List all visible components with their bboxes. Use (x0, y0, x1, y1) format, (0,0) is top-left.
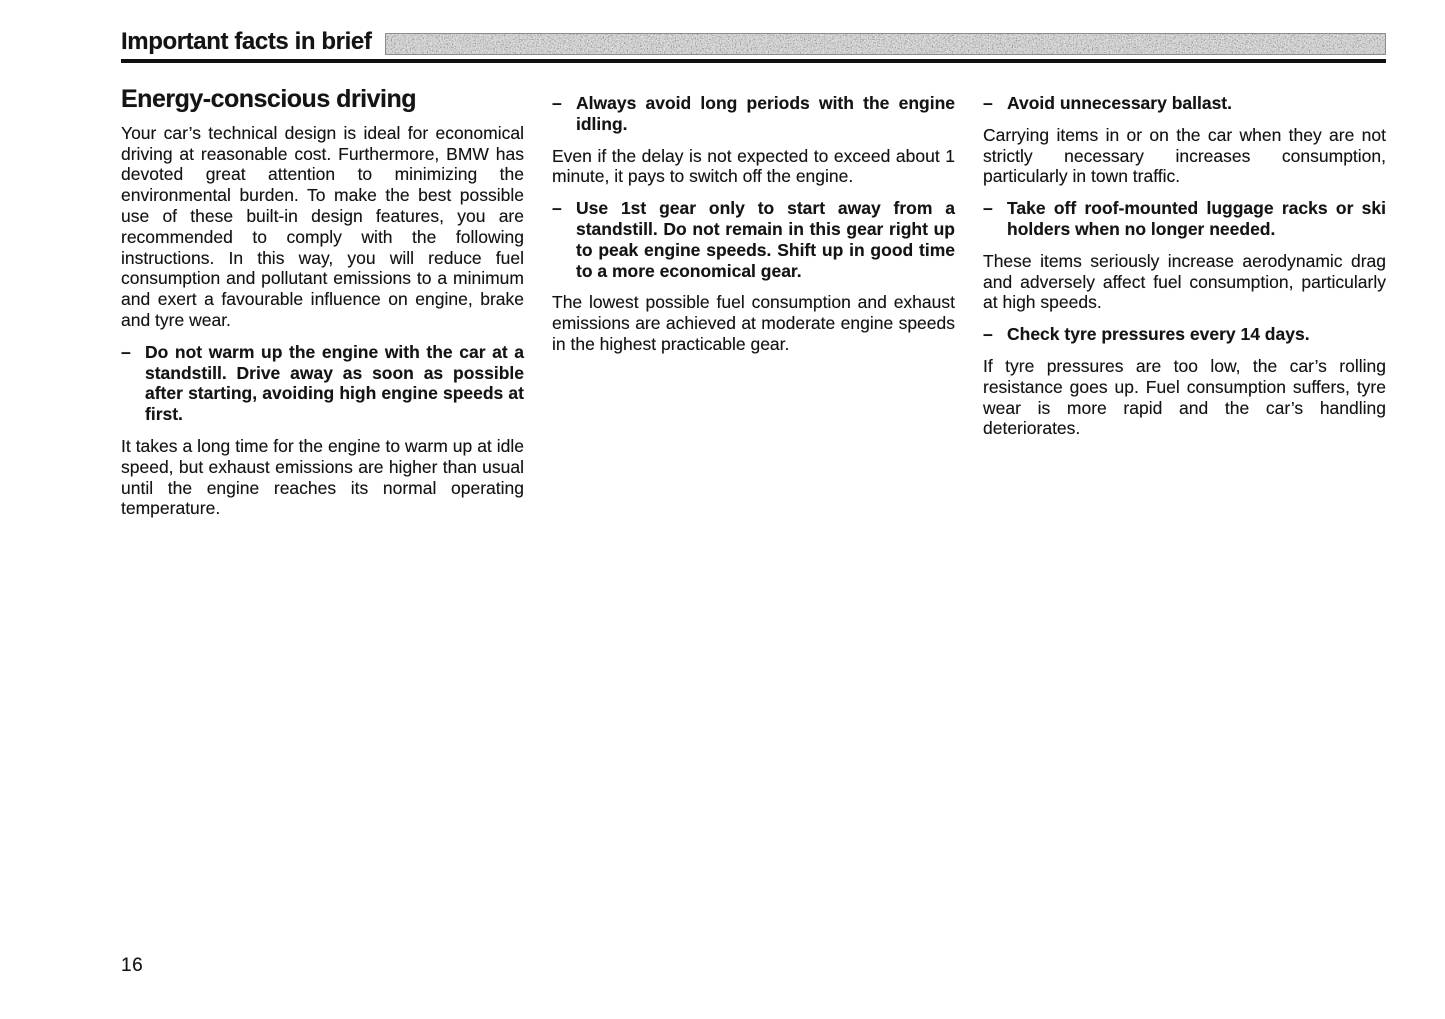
bullet-dash: – (121, 341, 131, 362)
paragraph: Carrying items in or on the car when they are not strictly necessary increases consumption, particularly in town traffic. (983, 124, 1386, 187)
paragraph: Your car’s technical design is ideal for economical driving at reasonable cost. Furthermore, BMW has devoted great attention to minimizing the environmental burden. To make the best possible use of these built-in design features, you are recommended to comply with the following instructions. In this way, you will reduce fuel consumption and pollutant emissions to a minimum and exert a favourable influence on engine, brake and tyre wear. (121, 122, 524, 330)
bullet-item (983, 198, 1386, 240)
bullet-text: Do not warm up the engine with the car at a standstill. Drive away as soon as possible after starting, avoiding high engine speeds at first. (145, 341, 524, 425)
bullet-text: Use 1st gear only to start away from a standstill. Do not remain in this gear right up to peak engine speeds. Shift up in good time to a more economical gear. (576, 198, 955, 281)
bullet-dash: – (983, 198, 993, 219)
bullet-item (983, 324, 1386, 345)
bullet-text: Avoid unnecessary ballast. (1007, 93, 1232, 113)
column-middle (552, 89, 955, 530)
page-number: 16 (121, 955, 144, 976)
halftone-noise-graphic (386, 34, 1385, 54)
bullet-item (121, 342, 524, 425)
bullet-dash: – (983, 93, 993, 113)
content-columns (121, 85, 1386, 530)
bullet-text: Take off roof-mounted luggage racks or ski holders when no longer needed. (1007, 198, 1386, 239)
paragraph: It takes a long time for the engine to warm up at idle speed, but exhaust emissions are higher than usual until the engine reaches its normal operating temperature. (121, 435, 524, 519)
paragraph: These items seriously increase aerodynamic drag and adversely affect fuel consumption, particularly at high speeds. (983, 250, 1386, 313)
column-heading: Energy-conscious driving (121, 85, 417, 113)
paragraph: Even if the delay is not expected to exceed about 1 minute, it pays to switch off the engine. (552, 145, 955, 187)
header-rule (121, 59, 1386, 63)
bullet-item (983, 93, 1386, 114)
bullet-dash: – (983, 324, 993, 345)
column-energy-conscious-driving (121, 85, 524, 530)
column-right (983, 89, 1386, 530)
bullet-text: Check tyre pressures every 14 days. (1007, 324, 1310, 345)
page-header (121, 29, 1386, 55)
bullet-dash: – (552, 93, 562, 113)
bullet-item (552, 93, 955, 135)
paragraph: The lowest possible fuel consumption and exhaust emissions are achieved at moderate engine speeds in the highest practicable gear. (552, 292, 955, 354)
halftone-texture-bar (385, 33, 1386, 55)
paragraph: If tyre pressures are too low, the car’s rolling resistance goes up. Fuel consumption suffers, tyre wear is more rapid and the car’s handling deteriorates. (983, 355, 1386, 439)
section-title: Important facts in brief (121, 28, 372, 55)
bullet-text: Always avoid long periods with the engine idling. (576, 93, 955, 134)
bullet-dash: – (552, 198, 562, 219)
bullet-item (552, 198, 955, 281)
